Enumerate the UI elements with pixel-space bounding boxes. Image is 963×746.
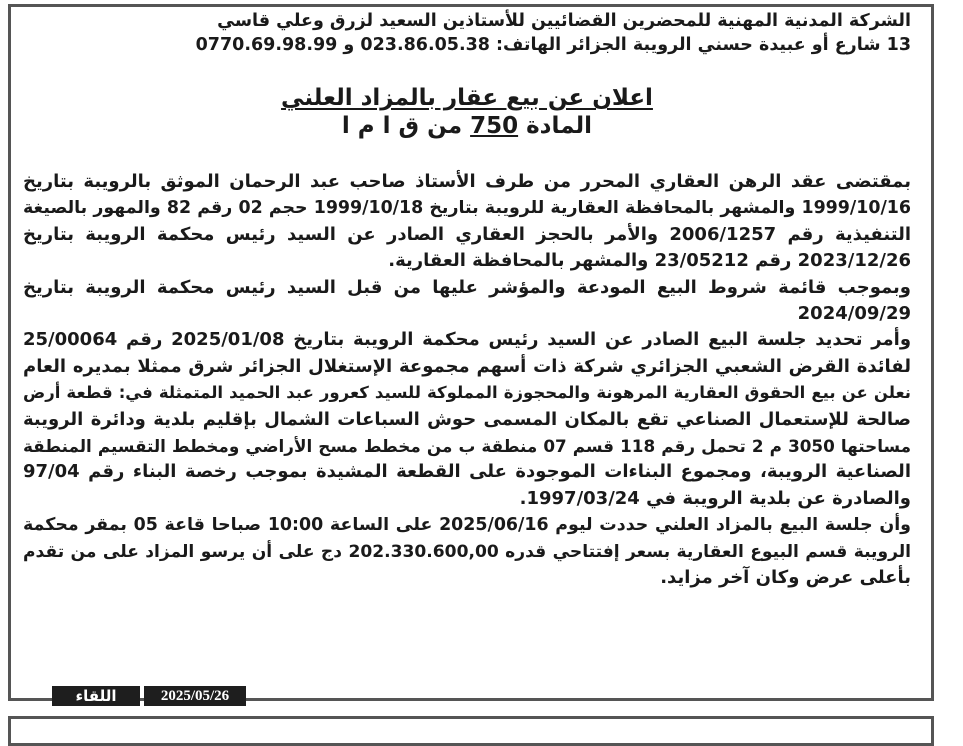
notice-title: اعلان عن بيع عقار بالمزاد العلني [281, 85, 653, 111]
body-line: وأمر تحديد جلسة البيع الصادر عن السيد رئيس محكمة الرويبة بتاريخ 2025/01/08 رقم 25/00064 [23, 329, 912, 351]
body-line: صالحة للإستعمال الصناعي تقع بالمكان المسمى حوش السباعات الشمال بإقليم بلدية ودائرة الرويبة [23, 408, 911, 430]
body-line: بأعلى عرض وكان آخر مزايد. [660, 567, 911, 589]
article-number: 750 [470, 113, 519, 139]
publication-date-badge: 2025/05/26 [144, 686, 246, 706]
body-line: الرويبة قسم البيوع العقارية بسعر إفتتاحي قدره 202.330.600,00 دج على أن يرسو المزاد على من تقدم [23, 541, 911, 562]
notice-title-wrap [23, 83, 911, 113]
bailiff-office-name: الشركة المدنية المهنية للمحضرين القضائيين للأستاذين السعيد لزرق وعلي قاسي [217, 11, 911, 31]
body-line: الصناعية الرويبة، ومجموع البناءات الموجودة على القطعة المشيدة بموجب رخصة البناء رقم 97/04 [23, 461, 911, 483]
newspaper-name-badge: اللقاء [52, 686, 140, 706]
auction-notice [8, 4, 934, 701]
body-line: لفائدة القرض الشعبي الجزائري شركة ذات أسهم مجموعة الإستغلال الجزائر شرق ممثلا بمديره العام [23, 355, 911, 377]
body-line: 1999/10/16 والمشهر بالمحافظة العقارية للرويبة بتاريخ 1999/10/18 حجم 02 رقم 82 والمهور بالصيغة [23, 198, 911, 219]
body-line: 2023/12/26 رقم 23/05212 والمشهر بالمحافظة العقارية. [388, 250, 911, 272]
body-line: 2024/09/29 [797, 303, 911, 325]
body-line: وأن جلسة البيع بالمزاد العلني حددت ليوم 2025/06/16 على الساعة 10:00 صباحا قاعة 05 بمقر محكمة [23, 515, 911, 536]
body-line: نعلن عن بيع الحقوق العقارية المرهونة والمحجوزة المملوكة للسيد كعرور عبد الحميد المتمثلة في: قطعة أرض [23, 383, 911, 403]
article-prefix: المادة [526, 113, 593, 139]
body-line: بمقتضى عقد الرهن العقاري المحرر من طرف الأستاذ صاحب عبد الرحمان الموثق بالرويبة بتاريخ [23, 171, 911, 192]
notice-titles [23, 83, 911, 139]
next-notice-frame [8, 716, 934, 746]
legal-article-reference [23, 113, 911, 139]
body-line: التنفيذية رقم 2006/1257 والأمر بالحجز العقاري الصادر عن السيد رئيس محكمة الرويبة بتاريخ [23, 223, 911, 245]
notice-content [23, 9, 911, 592]
article-suffix: من ق ا م ا [341, 113, 463, 139]
body-line: وبموجب قائمة شروط البيع المودعة والمؤشر عليها من قبل السيد رئيس محكمة الرويبة بتاريخ [23, 276, 911, 298]
bailiff-office-address: 13 شارع أو عبيدة حسني الرويبة الجزائر الهاتف: 023.86.05.38 و 0770.69.98.99 [195, 35, 911, 55]
body-line: والصادرة عن بلدية الرويبة في 1997/03/24. [519, 487, 911, 509]
notice-body [23, 169, 911, 592]
body-line: مساحتها 3050 م 2 تحمل رقم 118 قسم 07 منطقة ب من مخطط مسح الأراضي ومخطط التقسيم المنطقة [23, 436, 911, 457]
